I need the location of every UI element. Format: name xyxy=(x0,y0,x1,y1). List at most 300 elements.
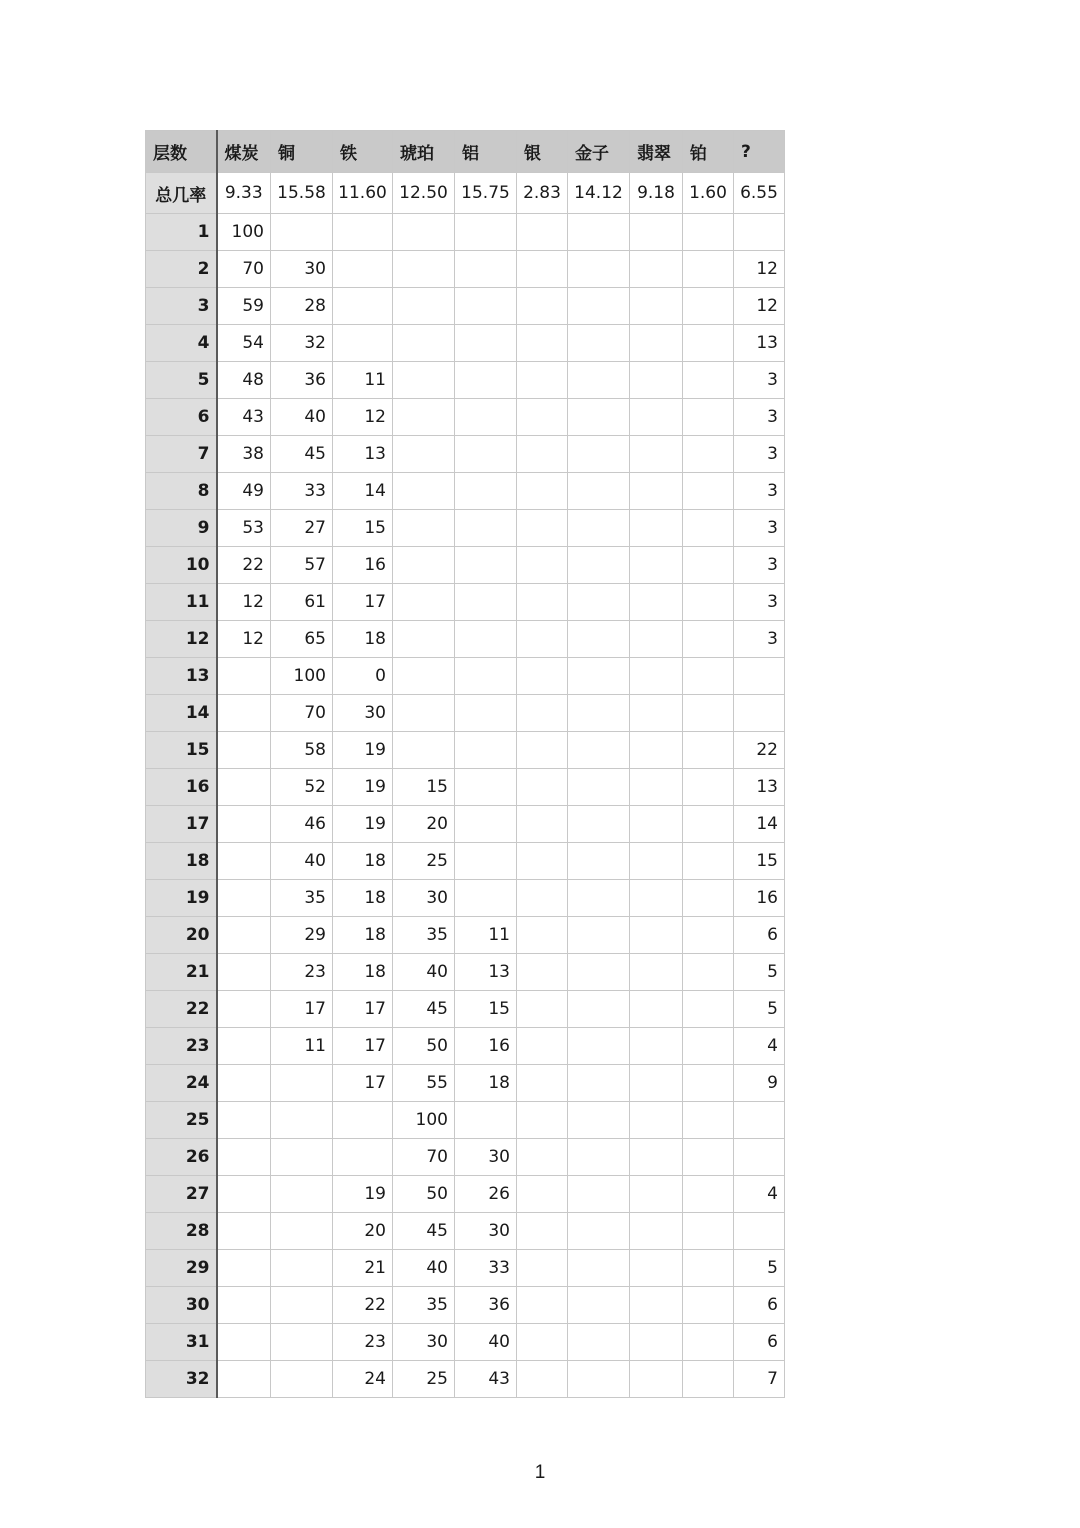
table-cell: 18 xyxy=(333,880,393,917)
row-layer-number: 16 xyxy=(146,769,217,806)
table-cell xyxy=(517,1324,568,1361)
table-cell: 4 xyxy=(734,1028,785,1065)
table-cell xyxy=(271,214,333,251)
table-cell: 3 xyxy=(734,362,785,399)
table-cell: 45 xyxy=(393,991,455,1028)
table-cell xyxy=(455,1102,517,1139)
row-layer-number: 12 xyxy=(146,621,217,658)
table-cell xyxy=(568,1139,630,1176)
table-row xyxy=(146,1065,785,1102)
table-cell xyxy=(217,1250,271,1287)
table-cell xyxy=(630,584,683,621)
table-cell xyxy=(683,288,734,325)
table-cell xyxy=(393,436,455,473)
row-layer-number: 14 xyxy=(146,695,217,732)
table-cell: 3 xyxy=(734,399,785,436)
table-row xyxy=(146,732,785,769)
table-cell: 58 xyxy=(271,732,333,769)
table-cell xyxy=(568,806,630,843)
table-cell xyxy=(568,473,630,510)
row-layer-number: 4 xyxy=(146,325,217,362)
table-cell xyxy=(393,658,455,695)
table-cell xyxy=(568,695,630,732)
table-row xyxy=(146,1250,785,1287)
table-cell: 18 xyxy=(333,954,393,991)
table-cell xyxy=(455,769,517,806)
table-cell xyxy=(568,547,630,584)
table-cell xyxy=(217,1176,271,1213)
table-row xyxy=(146,1139,785,1176)
rate-cell: 15.58 xyxy=(271,173,333,214)
table-cell xyxy=(568,769,630,806)
table-cell xyxy=(630,695,683,732)
table-cell xyxy=(517,1361,568,1398)
page-number: 1 xyxy=(534,1462,546,1483)
table-cell: 16 xyxy=(333,547,393,584)
table-cell xyxy=(517,510,568,547)
table-cell xyxy=(683,658,734,695)
table-header xyxy=(146,131,785,173)
table-cell xyxy=(517,1250,568,1287)
table-cell xyxy=(217,843,271,880)
row-layer-number: 8 xyxy=(146,473,217,510)
table-cell xyxy=(517,436,568,473)
table-cell xyxy=(683,473,734,510)
table-cell xyxy=(393,362,455,399)
ore-probability-table xyxy=(145,130,785,1398)
table-cell xyxy=(630,214,683,251)
table-cell: 53 xyxy=(217,510,271,547)
rate-cell: 9.18 xyxy=(630,173,683,214)
row-layer-number: 11 xyxy=(146,584,217,621)
table-cell xyxy=(630,1028,683,1065)
table-cell: 16 xyxy=(734,880,785,917)
table-cell xyxy=(568,325,630,362)
table-cell: 18 xyxy=(333,621,393,658)
table-cell: 70 xyxy=(271,695,333,732)
table-cell: 36 xyxy=(271,362,333,399)
row-layer-number: 17 xyxy=(146,806,217,843)
table-row xyxy=(146,436,785,473)
table-cell xyxy=(517,658,568,695)
table-cell: 49 xyxy=(217,473,271,510)
row-layer-number: 3 xyxy=(146,288,217,325)
table-cell xyxy=(683,1250,734,1287)
table-cell: 13 xyxy=(734,769,785,806)
table-cell: 29 xyxy=(271,917,333,954)
table-cell xyxy=(271,1250,333,1287)
table-cell: 38 xyxy=(217,436,271,473)
table-cell xyxy=(393,621,455,658)
table-cell: 14 xyxy=(333,473,393,510)
table-cell: 18 xyxy=(333,917,393,954)
table-cell xyxy=(568,436,630,473)
table-cell: 50 xyxy=(393,1176,455,1213)
table-cell xyxy=(517,1102,568,1139)
table-cell xyxy=(630,1102,683,1139)
table-cell xyxy=(630,1361,683,1398)
table-row xyxy=(146,473,785,510)
table-cell xyxy=(217,1213,271,1250)
table-cell: 46 xyxy=(271,806,333,843)
table-cell: 12 xyxy=(333,399,393,436)
table-cell: 12 xyxy=(734,251,785,288)
table-cell xyxy=(455,806,517,843)
table-cell xyxy=(333,1139,393,1176)
table-cell xyxy=(217,1065,271,1102)
table-cell xyxy=(568,1028,630,1065)
header-cell-unknown: ? xyxy=(734,131,785,173)
table-cell xyxy=(683,1065,734,1102)
table-cell: 48 xyxy=(217,362,271,399)
table-cell: 61 xyxy=(271,584,333,621)
table-row xyxy=(146,1213,785,1250)
table-cell xyxy=(683,1102,734,1139)
table-cell xyxy=(517,621,568,658)
table-cell: 40 xyxy=(455,1324,517,1361)
table-cell xyxy=(517,473,568,510)
table-row xyxy=(146,1176,785,1213)
table-row xyxy=(146,806,785,843)
table-cell xyxy=(517,1139,568,1176)
table-cell xyxy=(217,1361,271,1398)
table-cell xyxy=(455,362,517,399)
table-cell xyxy=(568,510,630,547)
table-cell xyxy=(734,1139,785,1176)
table-cell: 3 xyxy=(734,510,785,547)
rate-cell: 11.60 xyxy=(333,173,393,214)
table-row xyxy=(146,1287,785,1324)
row-layer-number: 18 xyxy=(146,843,217,880)
table-cell: 12 xyxy=(734,288,785,325)
table-cell xyxy=(271,1176,333,1213)
table-cell: 100 xyxy=(393,1102,455,1139)
table-cell: 3 xyxy=(734,436,785,473)
table-cell xyxy=(393,251,455,288)
table-cell: 30 xyxy=(393,1324,455,1361)
table-cell: 17 xyxy=(333,584,393,621)
table-cell xyxy=(455,214,517,251)
table-cell: 9 xyxy=(734,1065,785,1102)
table-cell xyxy=(217,806,271,843)
table-cell: 20 xyxy=(393,806,455,843)
row-layer-number: 19 xyxy=(146,880,217,917)
table-cell xyxy=(630,732,683,769)
table-cell: 4 xyxy=(734,1176,785,1213)
row-layer-number: 24 xyxy=(146,1065,217,1102)
table-cell: 40 xyxy=(271,843,333,880)
table-cell: 3 xyxy=(734,473,785,510)
table-cell xyxy=(568,1250,630,1287)
header-row xyxy=(146,131,785,173)
header-cell-silver: 银 xyxy=(517,131,568,173)
table-cell xyxy=(517,769,568,806)
table-cell xyxy=(393,510,455,547)
table-cell: 17 xyxy=(333,991,393,1028)
table-cell xyxy=(630,621,683,658)
row-layer-number: 32 xyxy=(146,1361,217,1398)
table-cell: 23 xyxy=(271,954,333,991)
row-layer-number: 23 xyxy=(146,1028,217,1065)
table-row xyxy=(146,584,785,621)
table-cell xyxy=(455,288,517,325)
row-layer-number: 20 xyxy=(146,917,217,954)
table-row xyxy=(146,954,785,991)
table-body xyxy=(146,173,785,1398)
table-cell: 11 xyxy=(455,917,517,954)
table-cell: 13 xyxy=(455,954,517,991)
row-layer-number: 15 xyxy=(146,732,217,769)
table-row xyxy=(146,991,785,1028)
table-cell: 15 xyxy=(734,843,785,880)
table-cell xyxy=(517,806,568,843)
table-cell xyxy=(683,732,734,769)
table-row xyxy=(146,880,785,917)
table-cell xyxy=(683,1213,734,1250)
table-cell: 0 xyxy=(333,658,393,695)
table-cell xyxy=(568,880,630,917)
table-cell xyxy=(455,251,517,288)
table-row xyxy=(146,399,785,436)
table-row xyxy=(146,510,785,547)
table-cell: 14 xyxy=(734,806,785,843)
table-cell xyxy=(630,399,683,436)
rate-cell: 9.33 xyxy=(217,173,271,214)
table-cell: 19 xyxy=(333,806,393,843)
table-cell: 3 xyxy=(734,621,785,658)
table-cell xyxy=(517,547,568,584)
rate-cell: 2.83 xyxy=(517,173,568,214)
table-row xyxy=(146,621,785,658)
row-layer-number: 7 xyxy=(146,436,217,473)
table-cell: 19 xyxy=(333,769,393,806)
table-cell xyxy=(683,1139,734,1176)
table-cell xyxy=(683,991,734,1028)
table-row xyxy=(146,325,785,362)
table-cell xyxy=(517,362,568,399)
table-cell xyxy=(455,732,517,769)
table-cell xyxy=(568,621,630,658)
table-cell xyxy=(630,954,683,991)
table-cell: 35 xyxy=(271,880,333,917)
table-cell xyxy=(683,954,734,991)
row-layer-number: 26 xyxy=(146,1139,217,1176)
table-cell: 3 xyxy=(734,584,785,621)
table-cell: 5 xyxy=(734,954,785,991)
table-cell xyxy=(683,436,734,473)
table-cell xyxy=(333,251,393,288)
table-cell xyxy=(630,1250,683,1287)
table-cell xyxy=(217,658,271,695)
table-cell xyxy=(568,251,630,288)
rate-cell: 12.50 xyxy=(393,173,455,214)
table-cell xyxy=(517,917,568,954)
row-layer-number: 1 xyxy=(146,214,217,251)
table-cell xyxy=(568,214,630,251)
table-row xyxy=(146,917,785,954)
table-cell: 15 xyxy=(333,510,393,547)
table-cell: 17 xyxy=(333,1065,393,1102)
table-cell xyxy=(393,732,455,769)
table-cell xyxy=(683,1324,734,1361)
table-cell xyxy=(568,1213,630,1250)
row-layer-number: 6 xyxy=(146,399,217,436)
table-cell xyxy=(517,954,568,991)
table-cell xyxy=(517,214,568,251)
table-cell xyxy=(683,325,734,362)
table-cell: 21 xyxy=(333,1250,393,1287)
table-cell: 65 xyxy=(271,621,333,658)
table-cell: 70 xyxy=(217,251,271,288)
table-cell xyxy=(683,880,734,917)
table-cell xyxy=(217,880,271,917)
table-cell: 23 xyxy=(333,1324,393,1361)
table-cell: 33 xyxy=(455,1250,517,1287)
table-cell xyxy=(568,954,630,991)
table-row xyxy=(146,1102,785,1139)
table-row xyxy=(146,658,785,695)
header-cell-platinum: 铂 xyxy=(683,131,734,173)
table-cell xyxy=(517,732,568,769)
table-cell xyxy=(683,251,734,288)
table-cell: 40 xyxy=(393,954,455,991)
table-row xyxy=(146,214,785,251)
table-cell: 12 xyxy=(217,621,271,658)
table-cell xyxy=(630,1324,683,1361)
table-cell xyxy=(217,954,271,991)
header-cell-copper: 铜 xyxy=(271,131,333,173)
table-cell: 45 xyxy=(393,1213,455,1250)
table-row xyxy=(146,288,785,325)
table-cell xyxy=(630,806,683,843)
table-cell xyxy=(683,1176,734,1213)
table-cell: 11 xyxy=(271,1028,333,1065)
table-cell xyxy=(683,1287,734,1324)
table-cell: 3 xyxy=(734,547,785,584)
table-cell xyxy=(333,288,393,325)
table-cell xyxy=(683,362,734,399)
table-row xyxy=(146,1361,785,1398)
table-cell xyxy=(630,325,683,362)
table-cell: 40 xyxy=(271,399,333,436)
table-cell xyxy=(630,362,683,399)
row-layer-number: 30 xyxy=(146,1287,217,1324)
table-cell xyxy=(568,732,630,769)
table-cell xyxy=(734,1102,785,1139)
table-cell xyxy=(517,584,568,621)
table-cell: 6 xyxy=(734,1287,785,1324)
table-cell xyxy=(517,695,568,732)
row-layer-number: 2 xyxy=(146,251,217,288)
table-cell xyxy=(683,806,734,843)
table-cell: 52 xyxy=(271,769,333,806)
table-cell xyxy=(455,325,517,362)
table-cell xyxy=(683,1028,734,1065)
table-cell xyxy=(393,584,455,621)
row-layer-number: 27 xyxy=(146,1176,217,1213)
table-cell xyxy=(683,399,734,436)
table-cell: 25 xyxy=(393,843,455,880)
row-layer-number: 13 xyxy=(146,658,217,695)
table-cell xyxy=(683,584,734,621)
table-cell: 30 xyxy=(455,1139,517,1176)
header-cell-coal: 煤炭 xyxy=(217,131,271,173)
table-cell: 13 xyxy=(333,436,393,473)
table-cell: 35 xyxy=(393,917,455,954)
table-cell xyxy=(734,214,785,251)
table-cell: 5 xyxy=(734,1250,785,1287)
rate-cell: 1.60 xyxy=(683,173,734,214)
table-cell: 54 xyxy=(217,325,271,362)
table-cell xyxy=(630,510,683,547)
table-cell xyxy=(630,1213,683,1250)
rate-cell: 15.75 xyxy=(455,173,517,214)
table-cell xyxy=(217,695,271,732)
table-row xyxy=(146,251,785,288)
rate-cell: 14.12 xyxy=(568,173,630,214)
table-cell xyxy=(517,880,568,917)
table-cell: 43 xyxy=(455,1361,517,1398)
table-cell: 26 xyxy=(455,1176,517,1213)
table-cell: 28 xyxy=(271,288,333,325)
row-layer-number: 10 xyxy=(146,547,217,584)
table-cell: 33 xyxy=(271,473,333,510)
table-cell: 43 xyxy=(217,399,271,436)
table-cell xyxy=(630,843,683,880)
table-cell xyxy=(568,1324,630,1361)
table-cell xyxy=(683,214,734,251)
header-cell-layer: 层数 xyxy=(146,131,217,173)
table-cell: 6 xyxy=(734,1324,785,1361)
table-cell xyxy=(630,473,683,510)
table-cell xyxy=(630,1065,683,1102)
table-cell: 20 xyxy=(333,1213,393,1250)
table-cell xyxy=(455,843,517,880)
table-cell xyxy=(630,547,683,584)
rate-cell: 6.55 xyxy=(734,173,785,214)
row-layer-number: 31 xyxy=(146,1324,217,1361)
row-layer-number: 22 xyxy=(146,991,217,1028)
table-cell xyxy=(568,658,630,695)
table-cell xyxy=(455,880,517,917)
table-cell xyxy=(517,1065,568,1102)
table-cell xyxy=(217,1028,271,1065)
table-cell xyxy=(517,1176,568,1213)
table-cell xyxy=(683,917,734,954)
table-cell: 100 xyxy=(271,658,333,695)
table-row xyxy=(146,769,785,806)
table-cell xyxy=(683,621,734,658)
table-cell xyxy=(630,880,683,917)
table-cell xyxy=(517,1213,568,1250)
table-cell xyxy=(568,362,630,399)
table-cell xyxy=(271,1065,333,1102)
table-cell: 18 xyxy=(455,1065,517,1102)
table-cell: 5 xyxy=(734,991,785,1028)
table-cell xyxy=(630,436,683,473)
table-cell: 30 xyxy=(271,251,333,288)
table-cell xyxy=(393,399,455,436)
table-cell xyxy=(630,658,683,695)
table-cell xyxy=(271,1361,333,1398)
table-cell xyxy=(217,917,271,954)
table-cell: 55 xyxy=(393,1065,455,1102)
table-cell xyxy=(568,843,630,880)
table-cell xyxy=(333,1102,393,1139)
table-cell xyxy=(568,584,630,621)
row-layer-number: 21 xyxy=(146,954,217,991)
table-cell xyxy=(517,1028,568,1065)
